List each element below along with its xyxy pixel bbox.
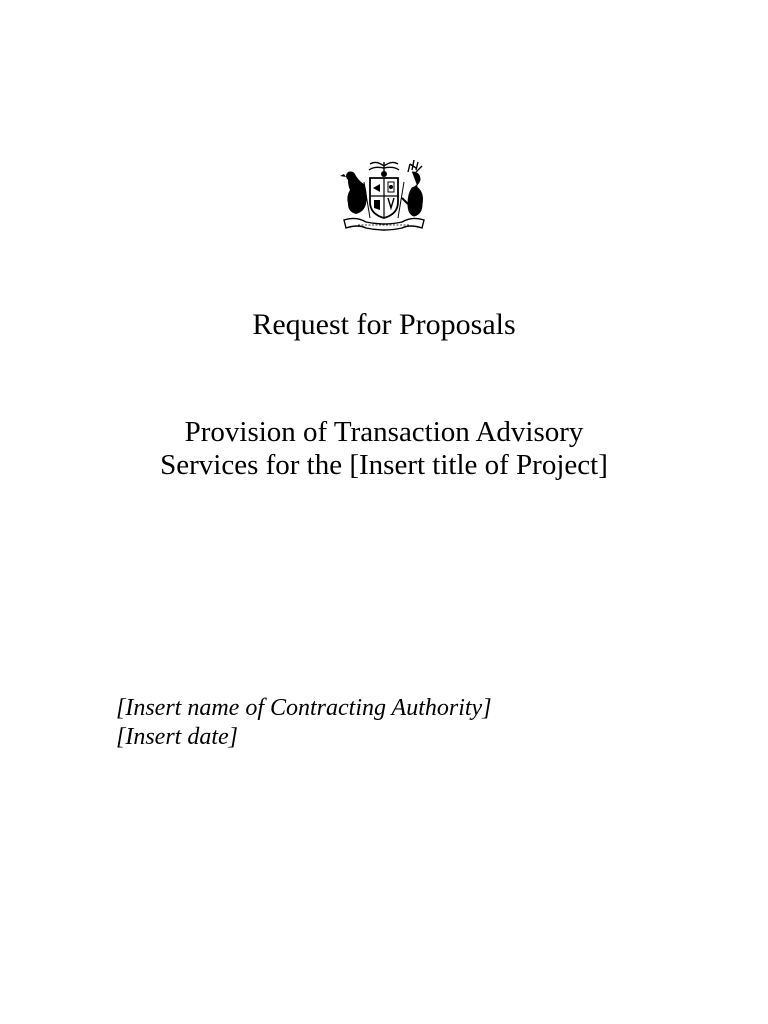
document-title: Request for Proposals: [252, 308, 516, 341]
subtitle-line-1: Provision of Transaction Advisory: [184, 416, 584, 448]
contracting-authority-placeholder: [Insert name of Contracting Authority]: [116, 695, 492, 721]
coat-of-arms-icon: [336, 158, 432, 234]
subtitle-line-2: Services for the [Insert title of Project]: [160, 449, 608, 481]
document-meta: [116, 694, 492, 752]
date-placeholder: [Insert date]: [116, 724, 238, 750]
document-subtitle: [0, 416, 768, 482]
